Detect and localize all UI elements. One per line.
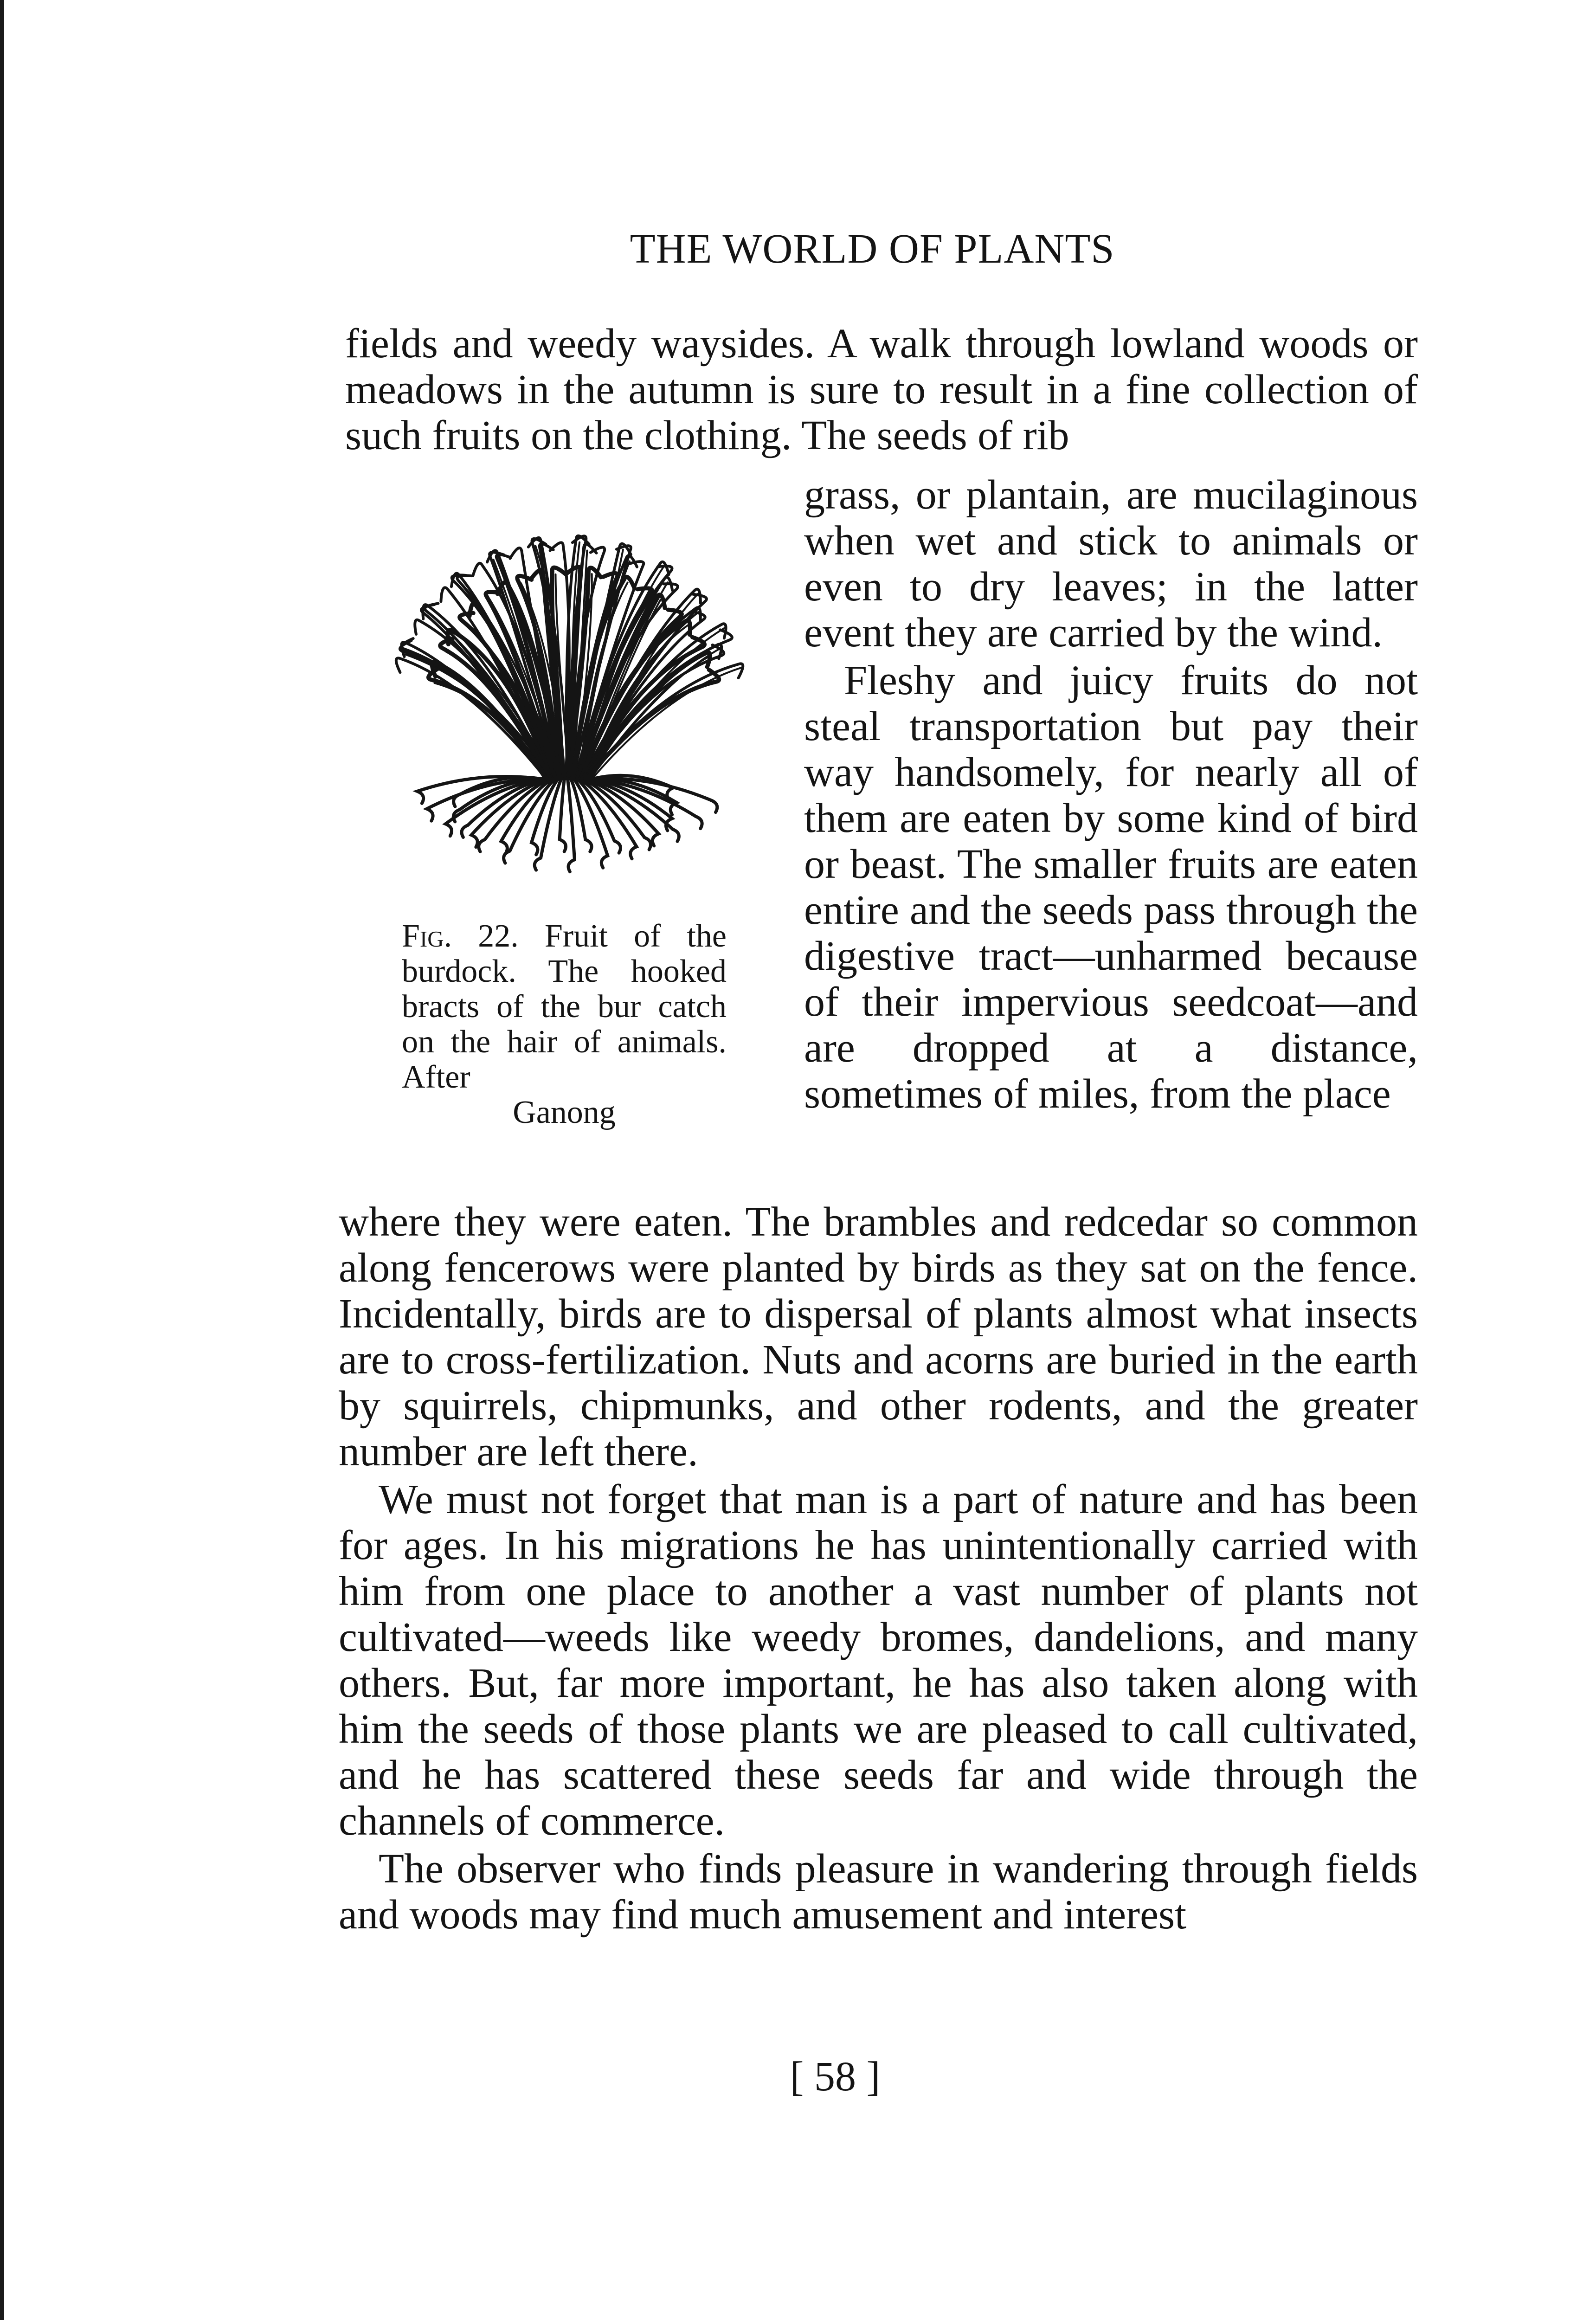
paragraph-2-bottom: where they were eaten. The brambles and redcedar so common along fencerows were planted by birds as they sat on the fence. Incidentally, birds are to dispersal of plants almost what insects are to cross-fertilization. Nuts and acorns are buried in the earth by squirrels, chipmunks, and other rodents, and the greater number are left there.	[339, 1199, 1418, 1475]
page-number: [ 58 ]	[790, 2054, 881, 2100]
text-block-top	[345, 321, 1418, 458]
figure-caption-text: Fruit of the burdock. The hooked bracts of the bur catch on the hair of animals. After	[402, 918, 727, 1095]
paragraph-1-top: fields and weedy waysides. A walk through lowland woods or meadows in the autumn is sure to result in a fine collection of such fruits on the clothing. The seeds of rib	[345, 321, 1418, 458]
burdock-bur-illustration	[357, 496, 775, 904]
text-block-bottom	[339, 1199, 1418, 1938]
text-block-right	[804, 472, 1418, 1117]
running-head: THE WORLD OF PLANTS	[630, 226, 1115, 272]
figure-caption	[402, 919, 727, 1130]
bract-line	[567, 779, 574, 872]
paragraph-1-right: grass, or plantain, are mucilaginous when wet and stick to animals or even to dry leaves; in the latter event they are carried by the wind.	[804, 472, 1418, 656]
figure-number: Fig. 22.	[402, 918, 519, 954]
paragraph-2-right: Fleshy and juicy fruits do not steal transportation but pay their way handsomely, for nearly all of them are eaten by some kind of bird or beast. The smaller fruits are eaten entire and the seeds pass through the digestive tract—unharmed because of their impervious seedcoat—and are dropped at a distance, sometimes of miles, from the place	[804, 657, 1418, 1117]
bract-line	[560, 779, 566, 851]
figure-burdock	[357, 496, 775, 904]
paragraph-4: The observer who finds pleasure in wandering through fields and woods may find much amusement and interest	[339, 1846, 1418, 1938]
paragraph-3: We must not forget that man is a part of nature and has been for ages. In his migrations he has unintentionally carried with him from one place to another a vast number of plants not cultivated—weeds like weedy bromes, dandelions, and many others. But, far more important, he has also taken along with him the seeds of those plants we are pleased to call cultivated, and he has scattered these seeds far and wide through the channels of commerce.	[339, 1476, 1418, 1844]
page-edge-left	[0, 0, 4, 2320]
figure-caption-end: Ganong	[513, 1095, 616, 1130]
